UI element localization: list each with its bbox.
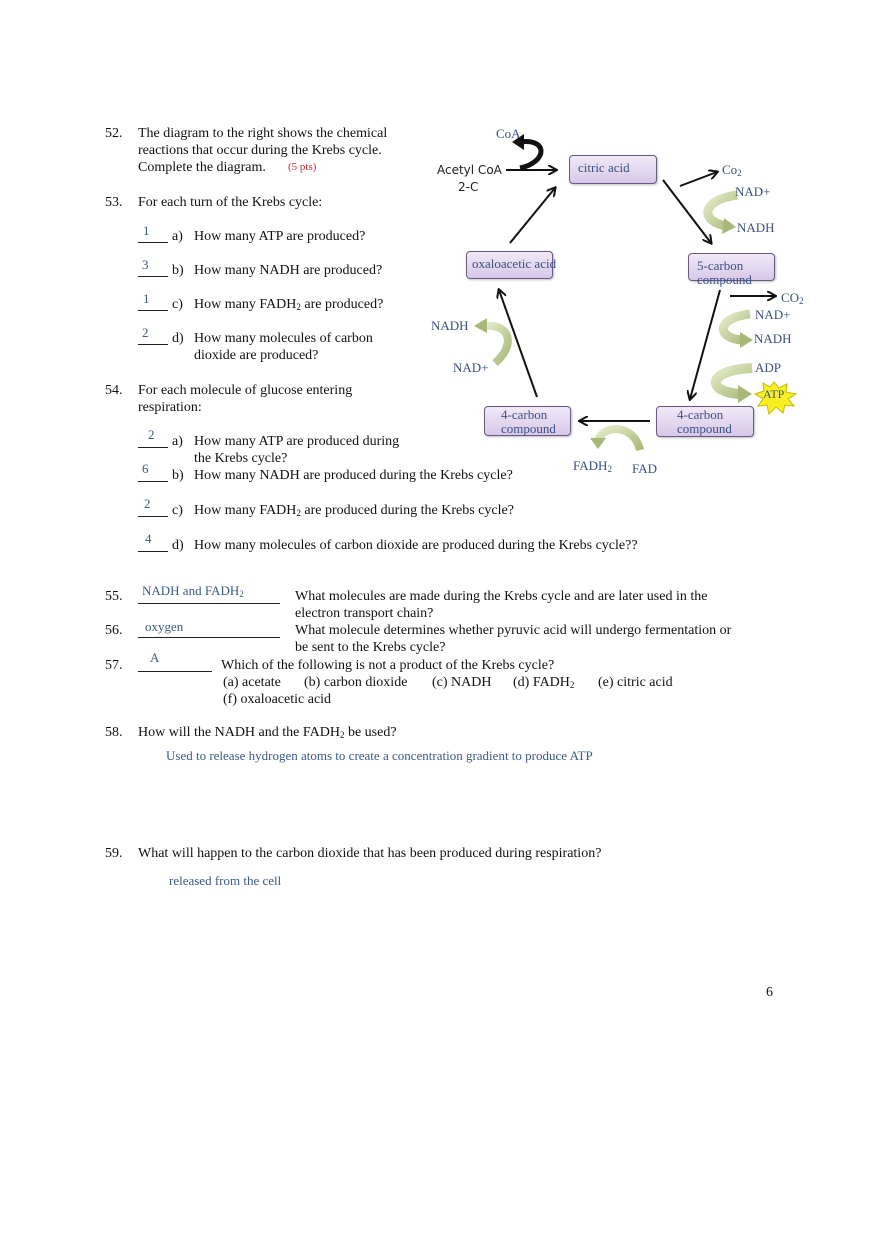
oxaloacetic-to-citric-arrow (510, 188, 555, 243)
nad-to-nadh-arrowhead-1 (722, 218, 736, 234)
q53c-letter: c) (172, 297, 183, 312)
four-carbon-left-box (484, 406, 571, 436)
q52-points: (5 pts) (288, 161, 317, 173)
adp-label: ADP (755, 360, 782, 375)
q57-option-b: (b) carbon dioxide (304, 675, 408, 690)
q57-answer[interactable]: A (150, 650, 160, 665)
q53d-text-line2: dioxide are produced? (194, 348, 319, 363)
acetyl-coa-carbons-label: 2-C (458, 180, 479, 194)
q56-blank[interactable] (138, 637, 280, 638)
q57-option-d: (d) $FADH_2$ (513, 675, 575, 690)
co2-top-label: $Co_2$ (722, 162, 742, 178)
q53-text: For each turn of the Krebs cycle: (138, 195, 323, 210)
q53b-blank[interactable] (138, 276, 168, 277)
q55-blank[interactable] (138, 603, 280, 604)
q59-answer[interactable]: released from the cell (169, 873, 282, 888)
q53c-blank[interactable] (138, 310, 168, 311)
q53a-letter: a) (172, 229, 183, 244)
q54b-text: How many NADH are produced during the Krebs cycle? (194, 468, 513, 483)
four-carbon-right-compound-label: compound (677, 421, 732, 436)
q53c-answer[interactable]: 1 (143, 291, 150, 306)
citric-acid-label: citric acid (578, 160, 630, 175)
q55-text-line1: What molecules are made during the Krebs cycle and are later used in the (295, 589, 708, 604)
q56-number: 56. (105, 623, 123, 638)
q54-number: 54. (105, 383, 123, 398)
q54d-letter: d) (172, 538, 184, 553)
q55-number: 55. (105, 589, 123, 604)
four-carbon-right-box (656, 406, 754, 437)
q57-option-e: (e) citric acid (598, 675, 673, 690)
atp-label: ATP (763, 387, 785, 401)
q52-number: 52. (105, 126, 123, 141)
adp-to-atp-arrowhead (738, 385, 752, 403)
q58-answer[interactable]: Used to release hydrogen atoms to create a concentration gradient to produce ATP (166, 748, 593, 763)
q53d-letter: d) (172, 331, 184, 346)
four-carbon-left-compound-label: compound (501, 421, 556, 436)
q57-blank[interactable] (138, 671, 212, 672)
nadh-label-3: NADH (431, 318, 469, 333)
q58-text: How will the NADH and the $FADH_2$ be used? (138, 725, 397, 740)
q53d-answer[interactable]: 2 (142, 325, 149, 340)
oxaloacetic-acid-box (466, 251, 557, 279)
q57-option-f: (f) oxaloacetic acid (223, 692, 332, 707)
q54-text-line1: For each molecule of glucose entering (138, 383, 353, 398)
nad-plus-label-1: NAD+ (735, 184, 771, 199)
q53a-answer[interactable]: 1 (143, 223, 150, 238)
fad-label: FAD (632, 461, 658, 476)
citric-acid-box (569, 155, 657, 184)
adp-to-atp-arrow (716, 368, 752, 394)
nadh-label-1: NADH (737, 220, 775, 235)
page-number: 6 (766, 985, 773, 1000)
q53d-text-line1: How many molecules of carbon (194, 331, 373, 346)
nad-to-nadh-arrow-1 (708, 195, 737, 226)
q57-option-c: (c) NADH (432, 675, 492, 690)
q54c-blank[interactable] (138, 516, 168, 517)
q55-text-line2: electron transport chain? (295, 606, 434, 621)
q54b-letter: b) (172, 468, 184, 483)
q52-text-line1: The diagram to the right shows the chemical (138, 126, 388, 141)
q53a-text: How many ATP are produced? (194, 229, 366, 244)
five-carbon-box (688, 253, 775, 287)
q53c-text: How many $FADH_2$ are produced? (194, 297, 384, 312)
q52-text-line2: reactions that occur during the Krebs cycle. (138, 143, 382, 158)
four-carbon-left-label: 4-carbon (501, 407, 548, 422)
q56-text-line2: be sent to the Krebs cycle? (295, 640, 446, 655)
q54b-answer[interactable]: 6 (142, 461, 149, 476)
q54c-letter: c) (172, 503, 183, 518)
q54d-blank[interactable] (138, 551, 168, 552)
q54b-blank[interactable] (138, 481, 168, 482)
fad-to-fadh2-arrowhead (590, 438, 606, 449)
five-carbon-compound-label: compound (697, 272, 752, 287)
q54c-answer[interactable]: 2 (144, 496, 151, 511)
q54a-answer[interactable]: 2 (148, 427, 155, 442)
coa-label: CoA (496, 126, 521, 141)
q57-text: Which of the following is not a product of the Krebs cycle? (221, 658, 555, 673)
nad-plus-label-3: NAD+ (453, 360, 489, 375)
q53b-letter: b) (172, 263, 184, 278)
q56-answer[interactable]: oxygen (145, 619, 184, 634)
q53-number: 53. (105, 195, 123, 210)
q54a-letter: a) (172, 434, 183, 449)
q54d-answer[interactable]: 4 (145, 531, 152, 546)
q54-text-line2: respiration: (138, 400, 202, 415)
q55-answer[interactable]: NADH and $FADH_2$ (142, 583, 244, 599)
four-carbon-right-label: 4-carbon (677, 407, 724, 422)
nad-plus-label-2: NAD+ (755, 307, 791, 322)
q53d-blank[interactable] (138, 344, 168, 345)
fadh2-label: $FADH_2$ (573, 458, 612, 474)
nad-to-nadh-arrowhead-2 (740, 332, 753, 348)
q57-option-a: (a) acetate (223, 675, 281, 690)
q56-text-line1: What molecule determines whether pyruvic acid will undergo fermentation or (295, 623, 732, 638)
nadh-label-2: NADH (754, 331, 792, 346)
co2-mid-label: $CO_2$ (781, 290, 804, 306)
q53b-answer[interactable]: 3 (142, 257, 149, 272)
co2-top-arrow (680, 172, 717, 186)
five-carbon-label: 5-carbon (697, 258, 744, 273)
nad-to-nadh-arrowhead-3 (474, 318, 487, 333)
q54a-text-line2: the Krebs cycle? (194, 451, 288, 466)
q57-number: 57. (105, 658, 123, 673)
q59-text: What will happen to the carbon dioxide that has been produced during respiration? (138, 846, 602, 861)
q59-number: 59. (105, 846, 123, 861)
q54d-text: How many molecules of carbon dioxide are produced during the Krebs cycle?? (194, 538, 638, 553)
q52-text-line3: Complete the diagram. (138, 160, 266, 175)
q54c-text: How many $FADH_2$ are produced during the Krebs cycle? (194, 503, 514, 518)
oxaloacetic-acid-label: oxaloacetic acid (472, 256, 557, 271)
nad-to-nadh-arrow-3 (486, 326, 508, 363)
q54a-blank[interactable] (138, 447, 168, 448)
q54a-text-line1: How many ATP are produced during (194, 434, 400, 449)
q58-number: 58. (105, 725, 123, 740)
acetyl-coa-label: Acetyl CoA (437, 163, 502, 177)
q53a-blank[interactable] (138, 242, 168, 243)
q53b-text: How many NADH are produced? (194, 263, 383, 278)
